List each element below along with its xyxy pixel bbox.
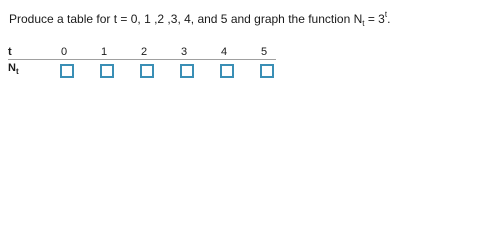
n-input-1[interactable] [100, 64, 114, 78]
question-equals: = 3 [364, 12, 385, 26]
t-value-0: 0 [60, 46, 68, 58]
t-value-4: 4 [220, 46, 228, 58]
n-input-4[interactable] [220, 64, 234, 78]
t-value-3: 3 [180, 46, 188, 58]
t-row [8, 45, 276, 59]
n-input-3[interactable] [180, 64, 194, 78]
question-text-main: Produce a table for t = 0, 1 ,2 ,3, 4, and 5 and graph the function N [9, 12, 363, 26]
question-period: . [387, 12, 391, 26]
n-input-2[interactable] [140, 64, 154, 78]
question-text [9, 12, 390, 26]
t-row-label: t [8, 46, 12, 58]
n-input-5[interactable] [260, 64, 274, 78]
t-value-1: 1 [100, 46, 108, 58]
question-subscript: t [362, 19, 365, 28]
n-input-0[interactable] [60, 64, 74, 78]
n-row-label-sub: t [15, 67, 19, 76]
values-table [8, 45, 276, 85]
n-row-label-main: N [8, 62, 16, 74]
question-superscript: t [384, 10, 388, 19]
t-value-5: 5 [260, 46, 268, 58]
n-row-label [8, 62, 19, 74]
t-value-2: 2 [140, 46, 148, 58]
